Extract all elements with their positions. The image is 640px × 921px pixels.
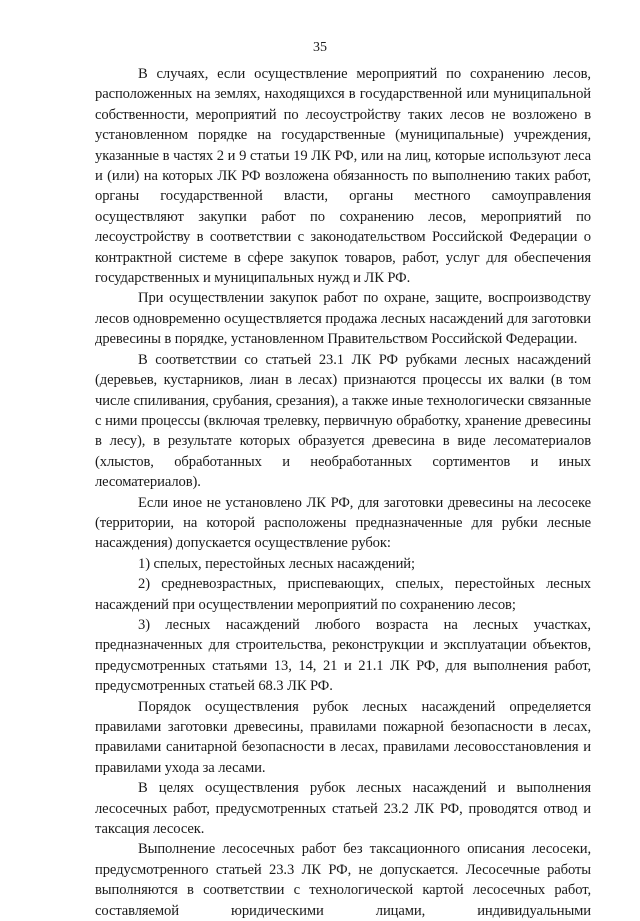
paragraph-logging-works: Выполнение лесосечных работ без таксационного описания лесосеки, предусмотренного статьей 23.3 ЛК РФ, не допускается. Лесосечные работы выполняются в соответствии с технологической картой лесосечных работ, составляемой юридическими лицами, индивидуальными	[95, 841, 591, 919]
paragraph-procurement: В случаях, если осуществление мероприятий по сохранению лесов, расположенных на землях, находящихся в государственной или муниципальной собственности, мероприятий по лесоустройству таких лесов не возложено в установленном порядке на государственные (муниципальные) учреждения, указанные в частях 2 и 9 статьи 19 ЛК РФ, или на лиц, которые используют леса и (или) на которых ЛК РФ возложена обязанность по выполнению таких работ, органы государственной власти, органы местного самоуправления осуществляют закупки работ по сохранению лесов, мероприятий по лесоустройству в соответствии с законодательством Российской Федерации о контрактной системе в сфере закупок товаров, работ, услуг для обеспечения государственных и муниципальных нужд и ЛК РФ.	[95, 66, 591, 287]
body-text	[95, 64, 591, 921]
paragraph-allotment-taxation: В целях осуществления рубок лесных насаждений и выполнения лесосечных работ, предусмотренных статьей 23.2 ЛК РФ, проводятся отвод и таксация лесосек.	[95, 780, 591, 838]
paragraph-felling-definition: В соответствии со статьей 23.1 ЛК РФ рубками лесных насаждений (деревьев, кустарников, лиан в лесах) признаются процессы их валки (в том числе спиливания, срубания, срезания), а также иные технологически связанные с ними процессы (включая трелевку, первичную обработку, хранение древесины в лесу), в результате которых образуется древесина в виде лесоматериалов (хлыстов, обработанных и необработанных сортиментов и иных лесоматериалов).	[95, 351, 591, 491]
list-item-2: 2) средневозрастных, приспевающих, спелых, перестойных лесных насаждений при осуществлении мероприятий по сохранению лесов;	[95, 576, 591, 613]
paragraph-felling-permitted: Если иное не установлено ЛК РФ, для заготовки древесины на лесосеке (территории, на которой расположены предназначенные для рубки лесные насаждения) допускается осуществление рубок:	[95, 494, 591, 552]
paragraph-timber-sale: При осуществлении закупок работ по охране, защите, воспроизводству лесов одновременно осуществляется продажа лесных насаждений для заготовки древесины в порядке, установленном Правительством Российской Федерации.	[95, 290, 591, 348]
list-item-1: 1) спелых, перестойных лесных насаждений;	[138, 555, 415, 572]
list-item-3: 3) лесных насаждений любого возраста на лесных участках, предназначенных для строительства, реконструкции и эксплуатации объектов, предусмотренных статьями 13, 14, 21 и 21.1 ЛК РФ, для выполнения работ, предусмотренных статьей 68.3 ЛК РФ.	[95, 616, 591, 695]
paragraph-felling-rules: Порядок осуществления рубок лесных насаждений определяется правилами заготовки древесины, правилами пожарной безопасности в лесах, правилами санитарной безопасности в лесах, правилами лесовосстановления и правилами ухода за лесами.	[95, 698, 591, 776]
page-number: 35	[313, 40, 327, 55]
